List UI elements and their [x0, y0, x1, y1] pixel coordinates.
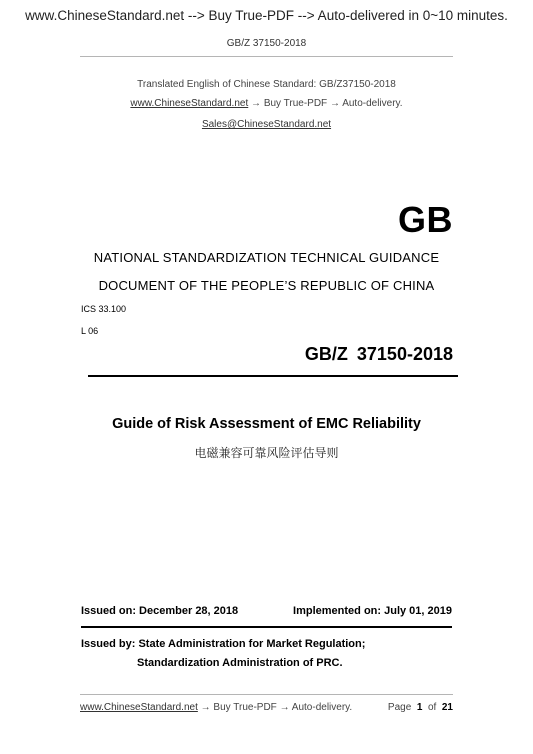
translation-links: [0, 98, 533, 109]
arrow-right-icon: →: [279, 702, 290, 713]
email-link[interactable]: Sales@ChineseStandard.net: [201, 119, 332, 130]
english-title: Guide of Risk Assessment of EMC Reliability: [112, 416, 421, 432]
page-of-label: of: [427, 702, 437, 713]
l-code: L 06: [81, 326, 99, 336]
standard-number: GB/Z 37150-2018: [304, 344, 453, 364]
page-indicator: [388, 702, 453, 713]
implemented-on-date: Implemented on: July 01, 2019: [293, 605, 452, 617]
site-link[interactable]: www.ChineseStandard.net: [130, 98, 249, 109]
arrow-right-icon: →: [329, 98, 340, 109]
chinese-title: 电磁兼容可靠风险评估导则: [194, 446, 339, 460]
footer-site-link[interactable]: www.ChineseStandard.net: [80, 702, 198, 713]
page-total: 21: [441, 702, 453, 713]
footer-auto-text: Auto-delivery.: [291, 702, 353, 713]
issued-on-date: Issued on: December 28, 2018: [81, 605, 239, 617]
email-row: [0, 119, 533, 130]
footer-divider: [80, 694, 453, 695]
issued-by-line1: Issued by: State Administration for Market Regulation;: [81, 638, 366, 650]
arrow-right-icon: →: [251, 98, 262, 109]
ics-code: ICS 33.100: [81, 304, 127, 314]
translation-note: Translated English of Chinese Standard: GB/Z37150-2018: [137, 79, 396, 90]
top-banner: www.ChineseStandard.net --> Buy True-PDF --> Auto-delivered in 0~10 minutes.: [25, 8, 508, 23]
header-divider: [80, 56, 453, 57]
page-label: Page: [387, 702, 412, 713]
auto-delivery-text: Auto-delivery.: [342, 98, 403, 109]
page-current: 1: [416, 702, 423, 713]
national-heading-line2: DOCUMENT OF THE PEOPLE’S REPUBLIC OF CHINA: [98, 278, 435, 293]
buy-true-pdf-text: Buy True-PDF: [263, 98, 328, 109]
standard-number-divider: [88, 375, 458, 377]
gb-mark: GB: [398, 199, 453, 240]
header-standard-code: GB/Z 37150-2018: [226, 38, 307, 49]
arrow-right-icon: →: [200, 702, 211, 713]
footer-buy-text: Buy True-PDF: [213, 702, 277, 713]
issued-divider: [81, 626, 452, 628]
issued-by-line2: Standardization Administration of PRC.: [137, 657, 343, 669]
footer-links: [80, 702, 352, 713]
national-heading-line1: NATIONAL STANDARDIZATION TECHNICAL GUIDANCE: [93, 250, 440, 265]
